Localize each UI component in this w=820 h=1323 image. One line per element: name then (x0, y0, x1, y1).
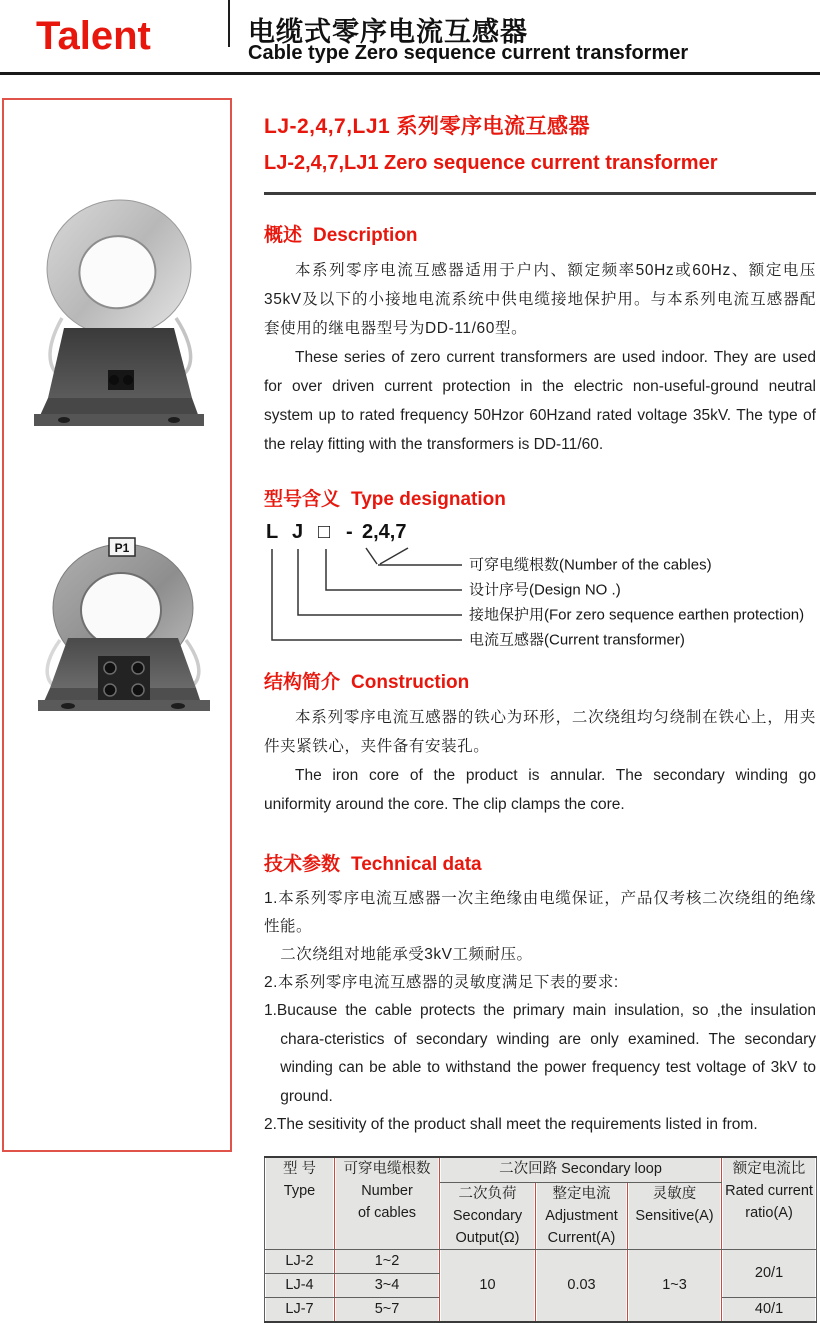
technical-notes-en (264, 997, 816, 1140)
section-heading-type-designation (264, 484, 816, 511)
cell-type-lj4: LJ-4 (265, 1273, 335, 1297)
col-header-output (440, 1182, 536, 1249)
page-title-en: Cable type Zero sequence current transformer (248, 42, 689, 64)
section-heading-construction (264, 667, 816, 694)
design-no-box: □ (318, 521, 331, 543)
heading-cn: 结构简介 (264, 672, 341, 693)
col-ratio-cn: 额定电流比 (732, 1160, 806, 1177)
code-letter-l: L (266, 521, 279, 543)
col-adjust-cn: 整定电流 (552, 1185, 611, 1202)
designation-label-cables: 可穿电缆根数(Number of the cables) (469, 556, 712, 574)
heading-en: Construction (351, 672, 470, 693)
description-paragraph-cn: 本系列零序电流互感器适用于户内、额定频率50Hz或60Hz、额定电压35kV及以下的小接地电流系统中供电缆接地保护用。与本系列电流互感器配套使用的继电器型号为DD-11/60型。 (264, 262, 816, 337)
tech-cn-line-3: 2.本系列零序电流互感器的灵敏度满足下表的要求: (264, 974, 619, 991)
cell-ratio-20-1: 20/1 (722, 1249, 817, 1297)
header-rule (0, 72, 820, 75)
description-paragraph-en: These series of zero current transformers are used indoor. They are used for over driven current protection in the electric non-useful-ground neutral system up to rated frequency 50Hzor 60Hzand rated voltage 35kV. The type of the relay fitting with the transformers is DD-11/60. (264, 349, 816, 453)
designation-label-design-no: 设计序号(Design NO .) (469, 581, 621, 599)
type-designation-diagram (264, 521, 816, 653)
spec-table (264, 1156, 817, 1323)
col-output-cn: 二次负荷 (458, 1185, 517, 1202)
tech-cn-line-2: 二次绕组对地能承受3kV工频耐压。 (280, 946, 533, 963)
col-output-en1: Secondary (452, 1207, 523, 1224)
page-title-cn: 电缆式零序电流互感器 (248, 17, 528, 47)
main-content (264, 98, 816, 1323)
cell-adjustment-current: 0.03 (536, 1249, 628, 1322)
tech-cn-line-1: 1.本系列零序电流互感器一次主绝缘由电缆保证，产品仅考核二次绕组的绝缘性能。 (264, 890, 816, 935)
col-output-en2: Output(Ω) (455, 1229, 520, 1246)
section-heading-technical-data (264, 849, 816, 876)
heading-en: Technical data (351, 854, 482, 875)
product-photo-top (24, 158, 214, 458)
col-header-ratio (722, 1157, 817, 1250)
col-ratio-en2: ratio(A) (745, 1204, 793, 1221)
designation-label-current-transformer: 电流互感器(Current transformer) (469, 631, 685, 649)
heading-cn: 概述 (264, 225, 303, 246)
col-adjust-en2: Current(A) (547, 1229, 616, 1246)
construction-paragraph-en: The iron core of the product is annular. The secondary winding go uniformity around the core. The clip clamps the core. (264, 767, 816, 813)
table-row (265, 1249, 817, 1273)
col-ratio-en1: Rated current (725, 1182, 813, 1199)
header-divider (228, 0, 230, 47)
cell-type-lj2: LJ-2 (265, 1249, 335, 1273)
tech-en-item-1: 1.Bucause the cable protects the primary main insulation, so ,the insulation chara-cteristics of secondary winding are only examined. The secondary winding can be able to withstand the power frequency test voltage of 3kV to ground. (264, 1002, 816, 1105)
col-header-sensitive (628, 1182, 722, 1249)
brand-logo: Talent (36, 14, 151, 58)
title-rule (264, 192, 816, 195)
heading-en: Type designation (351, 489, 506, 510)
cell-type-lj7: LJ-7 (265, 1297, 335, 1322)
tech-en-item-2: 2.The sesitivity of the product shall meet the requirements listed in from. (264, 1116, 758, 1133)
col-header-cables (335, 1157, 440, 1250)
heading-en: Description (313, 225, 418, 246)
code-numbers: 2,4,7 (362, 521, 407, 543)
series-title-en: LJ-2,4,7,LJ1 Zero sequence current transformer (264, 152, 718, 174)
construction-paragraph-cn: 本系列零序电流互感器的铁心为环形，二次绕组均匀绕制在铁心上，用夹件夹紧铁心，夹件备有安装孔。 (264, 709, 816, 755)
group-header-secondary-loop: 二次回路 Secondary loop (440, 1157, 722, 1183)
col-header-adjustment (536, 1182, 628, 1249)
col-type-cn: 型 号 (282, 1160, 317, 1177)
col-cables-en1: Number (361, 1182, 413, 1199)
designation-label-earth-protection: 接地保护用(For zero sequence earthen protection) (469, 606, 805, 624)
cell-cables-lj4: 3~4 (335, 1273, 440, 1297)
col-cables-en2: of cables (357, 1204, 417, 1221)
col-cables-cn: 可穿电缆根数 (343, 1160, 431, 1177)
cell-ratio-40-1: 40/1 (722, 1297, 817, 1322)
col-header-type (265, 1157, 335, 1250)
code-dash: - (346, 521, 353, 543)
code-letter-j: J (292, 521, 304, 543)
section-heading-description (264, 220, 816, 247)
heading-cn: 技术参数 (264, 854, 341, 875)
col-sensitive-cn: 灵敏度 (652, 1185, 697, 1202)
technical-notes-cn (264, 885, 816, 997)
p1-terminal-label: P1 (114, 541, 130, 555)
cell-cables-lj7: 5~7 (335, 1297, 440, 1322)
heading-cn: 型号含义 (264, 489, 341, 510)
cell-cables-lj2: 1~2 (335, 1249, 440, 1273)
col-sensitive-en1: Sensitive(A) (635, 1207, 714, 1224)
product-photo-frame (2, 98, 232, 1152)
product-photo-bottom (20, 530, 218, 720)
col-adjust-en1: Adjustment (545, 1207, 618, 1224)
series-title-cn: LJ-2,4,7,LJ1 系列零序电流互感器 (264, 115, 591, 138)
cell-sensitive: 1~3 (628, 1249, 722, 1322)
cell-secondary-output: 10 (440, 1249, 536, 1322)
col-type-en: Type (283, 1182, 316, 1199)
